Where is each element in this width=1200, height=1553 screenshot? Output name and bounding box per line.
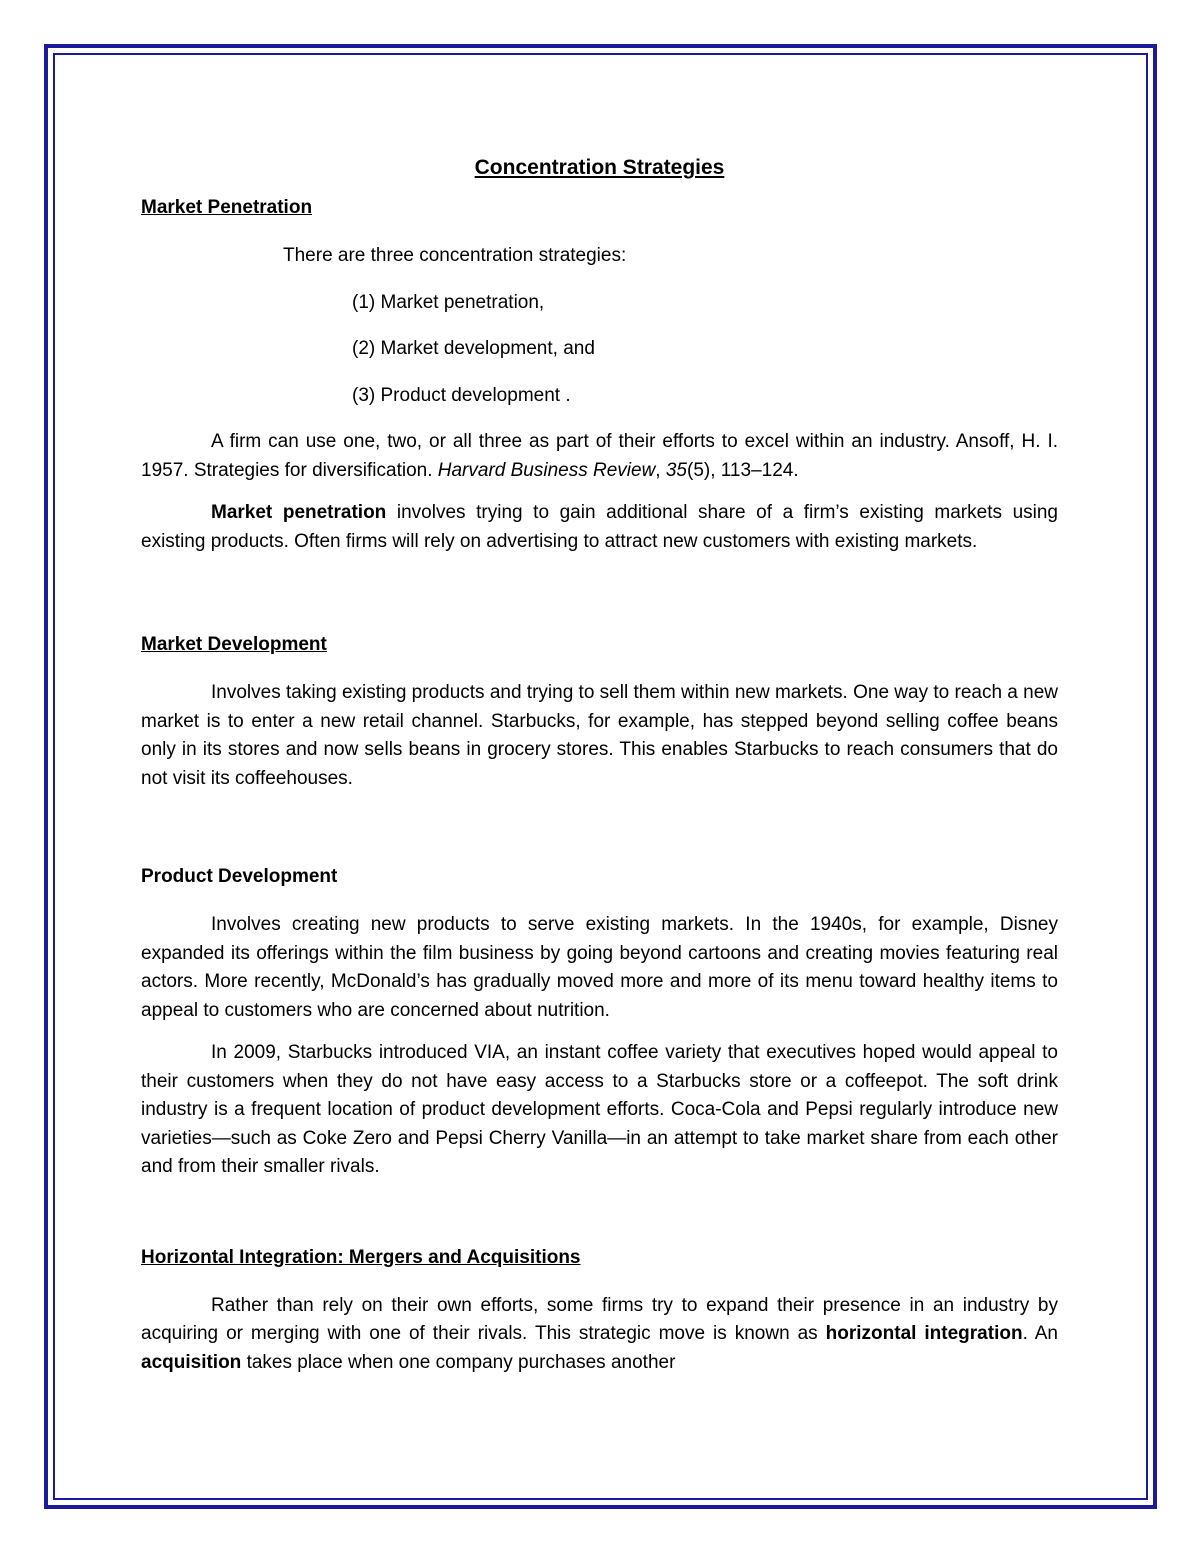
paragraph-product-development-2: In 2009, Starbucks introduced VIA, an instant coffee variety that executives hoped would appeal to their customers when they do not have easy access to a Starbucks store or a coffeepot. The soft drink industry is a frequent location of product development efforts. Coca-Cola and Pepsi regularly introduce new varieties—such as Coke Zero and Pepsi Cherry Vanilla—in an attempt to take market share from each other and from their smaller rivals. [141, 1042, 1058, 1177]
heading-market-penetration: Market Penetration [141, 197, 313, 218]
paragraph-firm-strategies [141, 428, 1058, 485]
paragraph-horizontal-integration [141, 1292, 1058, 1378]
market-penetration-text: involves trying to gain additional share of a firm’s existing markets using existing products. Often firms will rely on advertising to attract new customers with existing markets. [141, 502, 1058, 552]
term-acquisition: acquisition [141, 1351, 242, 1373]
citation-pages: (5), 113–124. [687, 459, 799, 481]
list-item-3: (3) Product development . [352, 384, 571, 406]
list-item-1: (1) Market penetration, [352, 291, 545, 313]
term-market-penetration: Market penetration [211, 502, 387, 523]
heading-market-development: Market Development [141, 634, 327, 655]
horizontal-text-c: . An [1022, 1323, 1059, 1344]
paragraph-product-development-1: Involves creating new products to serve existing markets. In the 1940s, for example, Disney expanded its offerings within the film business by going beyond cartoons and creating movies featuring real actors. More recently, McDonald’s has gradually moved more and more of its menu toward healthy items to appeal to customers who are concerned about nutrition. [141, 914, 1058, 1021]
citation-text: A firm can use one, two, or all three as part of their efforts to excel within an industry. Ansoff, H. I. 1957. Strategies for diversification. [141, 431, 1058, 481]
paragraph-market-penetration [141, 499, 1058, 556]
journal-name: Harvard Business Review [437, 459, 656, 481]
strategies-intro: There are three concentration strategies: [283, 245, 627, 266]
horizontal-text-a: Rather than rely on their own efforts, some firms try to expand their presence in an industry by acquiring or merging with one of their rivals. This strategic move is known as [141, 1294, 1058, 1344]
document-body [141, 150, 1058, 1377]
citation-separator: , [655, 459, 666, 481]
list-item-2: (2) Market development, and [352, 338, 595, 359]
heading-horizontal-integration: Horizontal Integration: Mergers and Acquisitions [141, 1246, 581, 1268]
paragraph-market-development: Involves taking existing products and trying to sell them within new markets. One way to reach a new market is to enter a new retail channel. Starbucks, for example, has stepped beyond selling coffee beans only in its stores and now sells beans in grocery stores. This enables Starbucks to reach consumers that do not visit its coffeehouses. [141, 682, 1058, 789]
heading-product-development: Product Development [141, 866, 338, 887]
term-horizontal-integration: horizontal integration [825, 1323, 1023, 1344]
document-title: Concentration Strategies [474, 156, 725, 179]
journal-volume: 35 [665, 459, 687, 481]
horizontal-text-e: takes place when one company purchases another [241, 1351, 676, 1373]
